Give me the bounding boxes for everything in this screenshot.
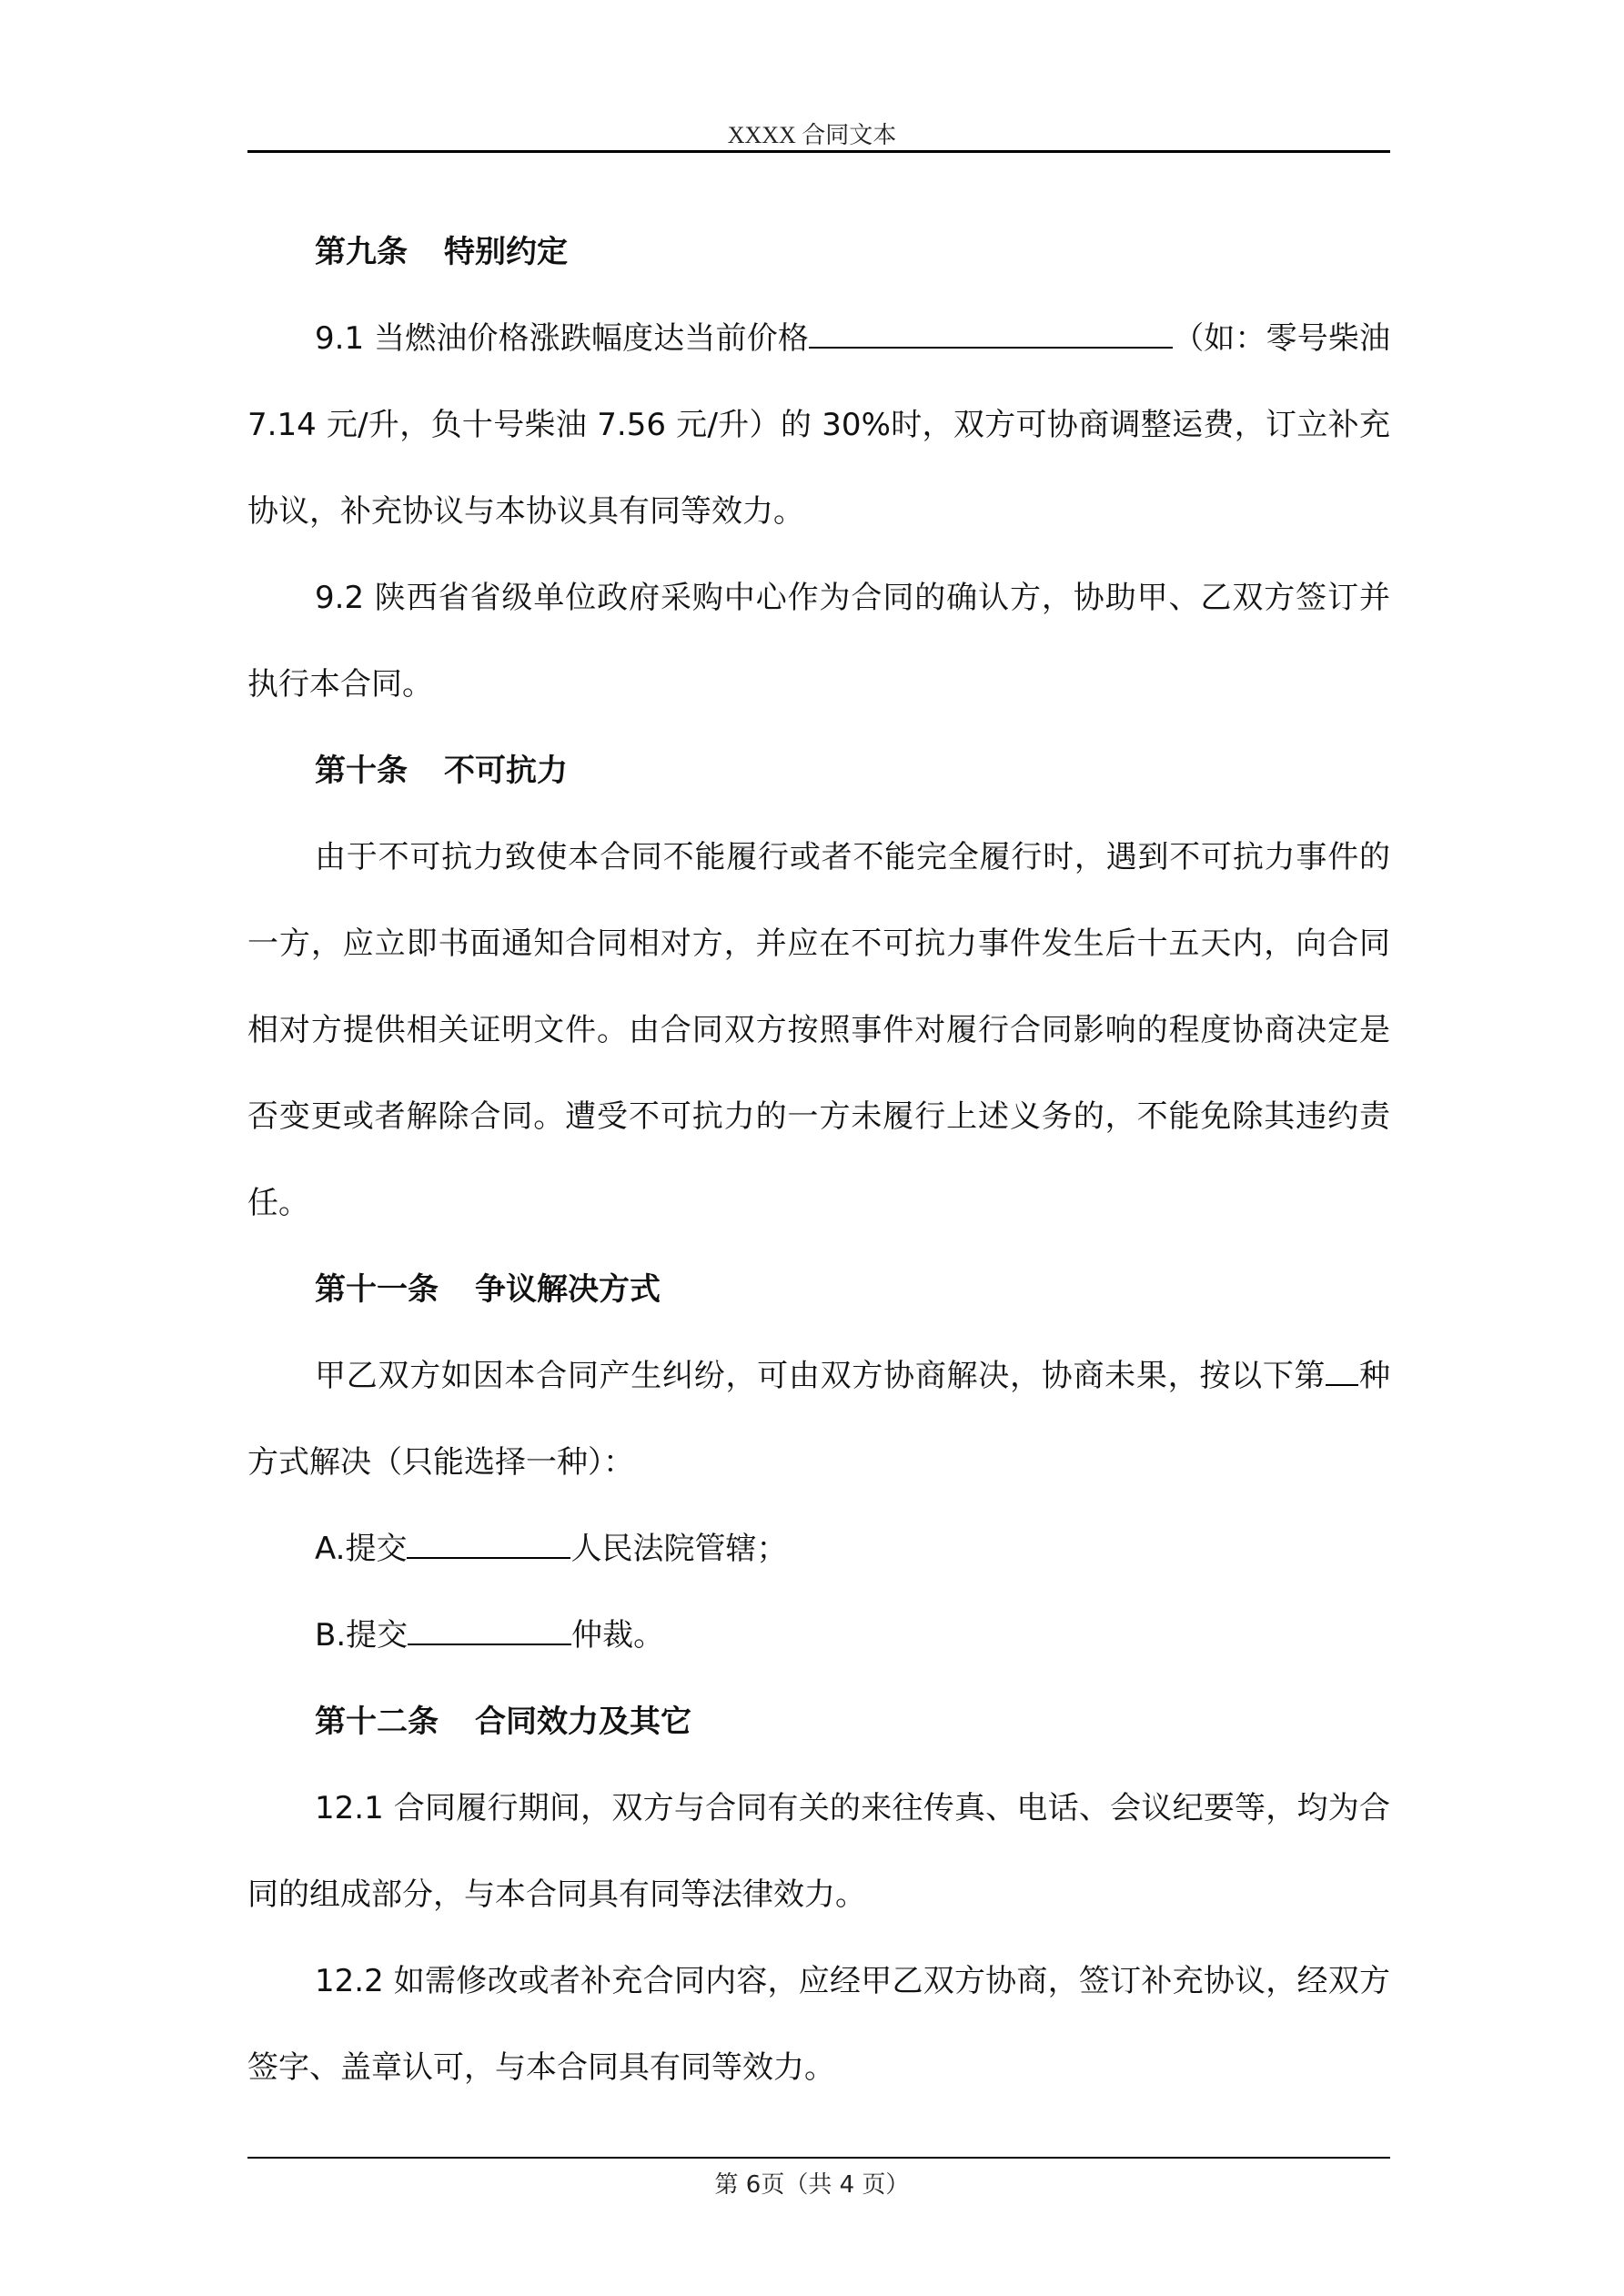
section-12-heading: [247, 1679, 1390, 1765]
section-12-title: 合同效力及其它: [475, 1704, 691, 1740]
section-11-number: 第十一条: [315, 1271, 439, 1308]
section-9-title: 特别约定: [444, 234, 568, 270]
clause-10-body: 由于不可抗力致使本合同不能履行或者不能完全履行时，遇到不可抗力事件的一方，应立即书面通知合同相对方，并应在不可抗力事件发生后十五天内，向合同相对方提供相关证明文件。由合同双方按照事件对履行合同影响的程度协商决定是否变更或者解除合同。遭受不可抗力的一方未履行上述义务的，不能免除其违约责任。: [247, 839, 1390, 1221]
section-12-number: 第十二条: [315, 1704, 439, 1740]
clause-9-1: [247, 296, 1390, 555]
section-11-heading: [247, 1247, 1390, 1333]
clause-11-text-b: 种方式解决（只能选择一种）：: [247, 1358, 1391, 1481]
section-9-number: 第九条: [315, 234, 408, 270]
arbitration-name-blank[interactable]: [408, 1616, 571, 1645]
section-9-heading: [247, 209, 1390, 296]
option-b: [247, 1593, 1390, 1679]
clause-9-2: 9.2 陕西省省级单位政府采购中心作为合同的确认方，协助甲、乙双方签订并执行本合同。: [247, 580, 1390, 703]
option-b-prefix: B.提交: [315, 1617, 409, 1654]
dispute-method-blank[interactable]: [1326, 1357, 1358, 1386]
clause-11-body: [247, 1333, 1390, 1506]
clause-12-2: 12.2 如需修改或者补充合同内容，应经甲乙双方协商，签订补充协议，经双方签字、盖章认可，与本合同具有同等效力。: [247, 1963, 1390, 2086]
clause-12-1: 12.1 合同履行期间，双方与合同有关的来往传真、电话、会议纪要等，均为合同的组成部分，与本合同具有同等法律效力。: [247, 1790, 1390, 1913]
option-a-suffix: 人民法院管辖；: [570, 1531, 788, 1567]
section-10-title: 不可抗力: [444, 753, 568, 789]
option-a: [247, 1506, 1390, 1593]
option-b-suffix: 仲裁。: [571, 1617, 665, 1654]
section-10-number: 第十条: [315, 753, 408, 789]
section-11-title: 争议解决方式: [475, 1271, 661, 1308]
option-a-prefix: A.提交: [315, 1531, 408, 1567]
page-header-title: XXXX 合同文本: [727, 122, 897, 148]
section-10-heading: [247, 728, 1390, 814]
clause-9-1-text-b: （如：零号柴油 7.14 元/升，负十号柴油 7.56 元/升）的 30%时，双方可协商调整运费，订立补充协议，补充协议与本协议具有同等效力。: [247, 320, 1390, 530]
fuel-price-blank[interactable]: [809, 319, 1173, 349]
footer-rule: [247, 2157, 1390, 2159]
clause-11-text-a: 甲乙双方如因本合同产生纠纷，可由双方协商解决，协商未果，按以下第: [315, 1358, 1326, 1394]
document-body: [247, 209, 1390, 2111]
page-number: 第 6页（共 4 页）: [714, 2171, 910, 2199]
header-rule: [247, 150, 1390, 153]
court-name-blank[interactable]: [407, 1530, 570, 1559]
clause-9-1-text-a: 9.1 当燃油价格涨跌幅度达当前价格: [315, 320, 809, 357]
